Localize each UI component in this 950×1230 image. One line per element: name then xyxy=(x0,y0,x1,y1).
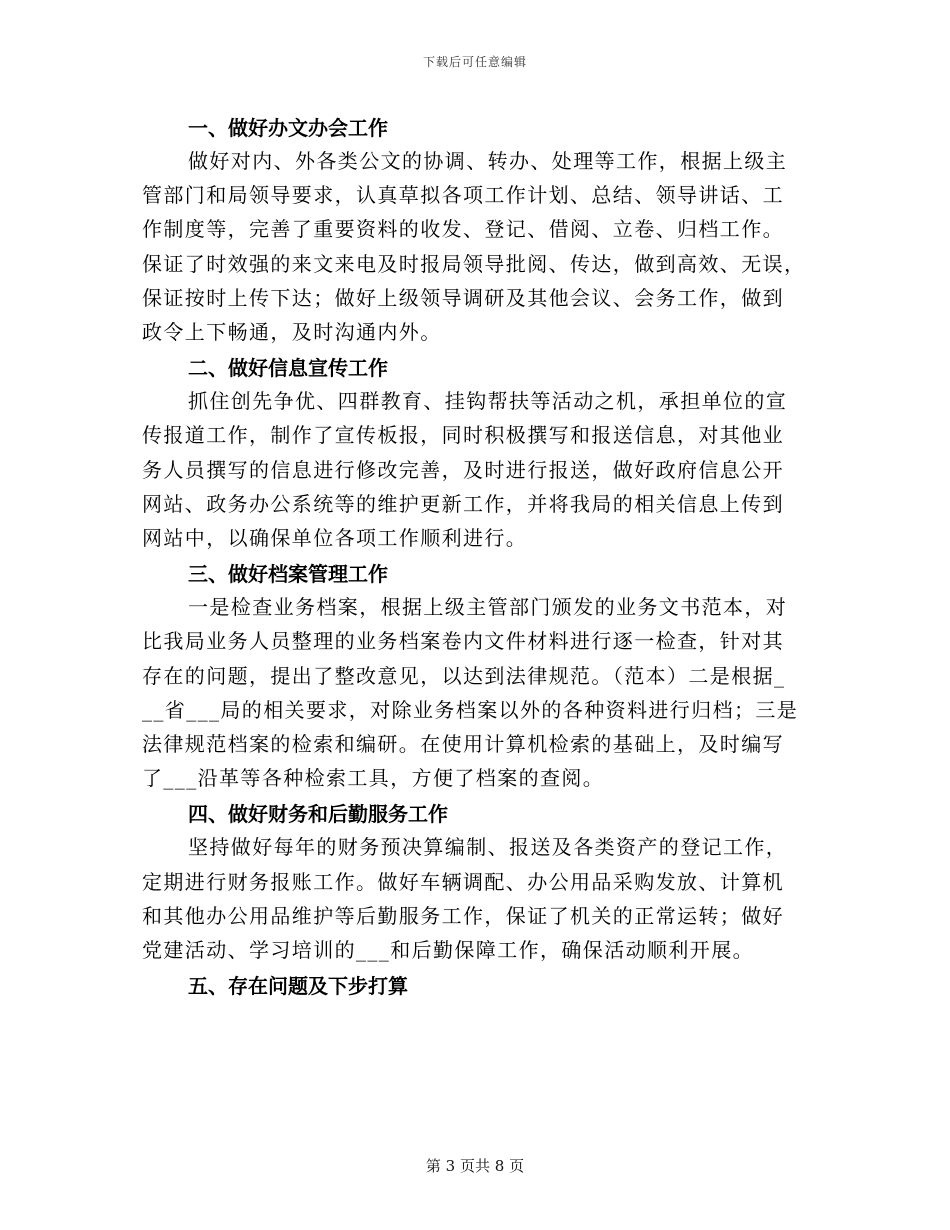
paragraph-line: __省___局的相关要求，对除业务档案以外的各种资料进行归档；三是 xyxy=(142,697,799,722)
paragraph-line: 管部门和局领导要求，认真草拟各项工作计划、总结、领导讲话、工 xyxy=(142,183,784,208)
paragraph-line: 和其他办公用品维护等后勤服务工作，保证了机关的正常运转；做好 xyxy=(142,903,784,928)
paragraph-line: 做好对内、外各类公文的协调、转办、处理等工作，根据上级主 xyxy=(188,149,788,173)
section-heading: 三、做好档案管理工作 xyxy=(188,562,388,587)
paragraph-line: 作制度等，完善了重要资料的收发、登记、借阅、立卷、归档工作。 xyxy=(142,217,784,242)
section-paragraph xyxy=(142,590,802,795)
paragraph-line: 定期进行财务报账工作。做好车辆调配、办公用品采购发放、计算机 xyxy=(142,869,784,894)
section-paragraph xyxy=(142,144,806,349)
section-heading: 四、做好财务和后勤服务工作 xyxy=(188,802,448,827)
paragraph-line: 存在的问题，提出了整改意见，以达到法律规范。（范本）二是根据_ xyxy=(142,663,786,688)
section-heading: 五、存在问题及下步打算 xyxy=(188,974,408,999)
paragraph-line: 党建活动、学习培训的___和后勤保障工作，确保活动顺利开展。 xyxy=(142,938,754,963)
section-paragraph xyxy=(142,830,802,967)
section-heading: 一、做好办文办会工作 xyxy=(188,116,388,140)
section-paragraph xyxy=(142,384,802,555)
paragraph-line: 了___沿革等各种检索工具，方便了档案的查阅。 xyxy=(142,766,605,791)
paragraph-line: 保证了时效强的来文来电及时报局领导批阅、传达，做到高效、无误， xyxy=(142,251,806,276)
paragraph-line: 抓住创先争优、四群教育、挂钩帮扶等活动之机，承担单位的宣 xyxy=(188,389,788,414)
paragraph-line: 一是检查业务档案，根据上级主管部门颁发的业务文书范本，对 xyxy=(188,595,788,620)
paragraph-line: 网站中，以确保单位各项工作顺利进行。 xyxy=(142,526,528,551)
paragraph-line: 保证按时上传下达；做好上级领导调研及其他会议、会务工作，做到 xyxy=(142,285,784,310)
document-body xyxy=(142,112,806,1002)
page-header: 下载后可任意编辑 xyxy=(422,55,527,69)
paragraph-line: 政令上下畅通，及时沟通内外。 xyxy=(142,320,442,345)
paragraph-line: 网站、政务办公系统等的维护更新工作，并将我局的相关信息上传到 xyxy=(142,491,784,516)
page-number: 第 3 页共 8 页 xyxy=(425,1157,525,1175)
paragraph-line: 传报道工作，制作了宣传板报，同时积极撰写和报送信息，对其他业 xyxy=(142,423,784,448)
section-heading: 二、做好信息宣传工作 xyxy=(188,356,388,381)
paragraph-line: 坚持做好每年的财务预决算编制、报送及各类资产的登记工作， xyxy=(188,835,788,860)
paragraph-line: 法律规范档案的检索和编研。在使用计算机检索的基础上，及时编写 xyxy=(142,732,784,757)
paragraph-line: 务人员撰写的信息进行修改完善，及时进行报送，做好政府信息公开 xyxy=(142,457,784,482)
paragraph-line: 比我局业务人员整理的业务档案卷内文件材料进行逐一检查，针对其 xyxy=(142,629,784,654)
